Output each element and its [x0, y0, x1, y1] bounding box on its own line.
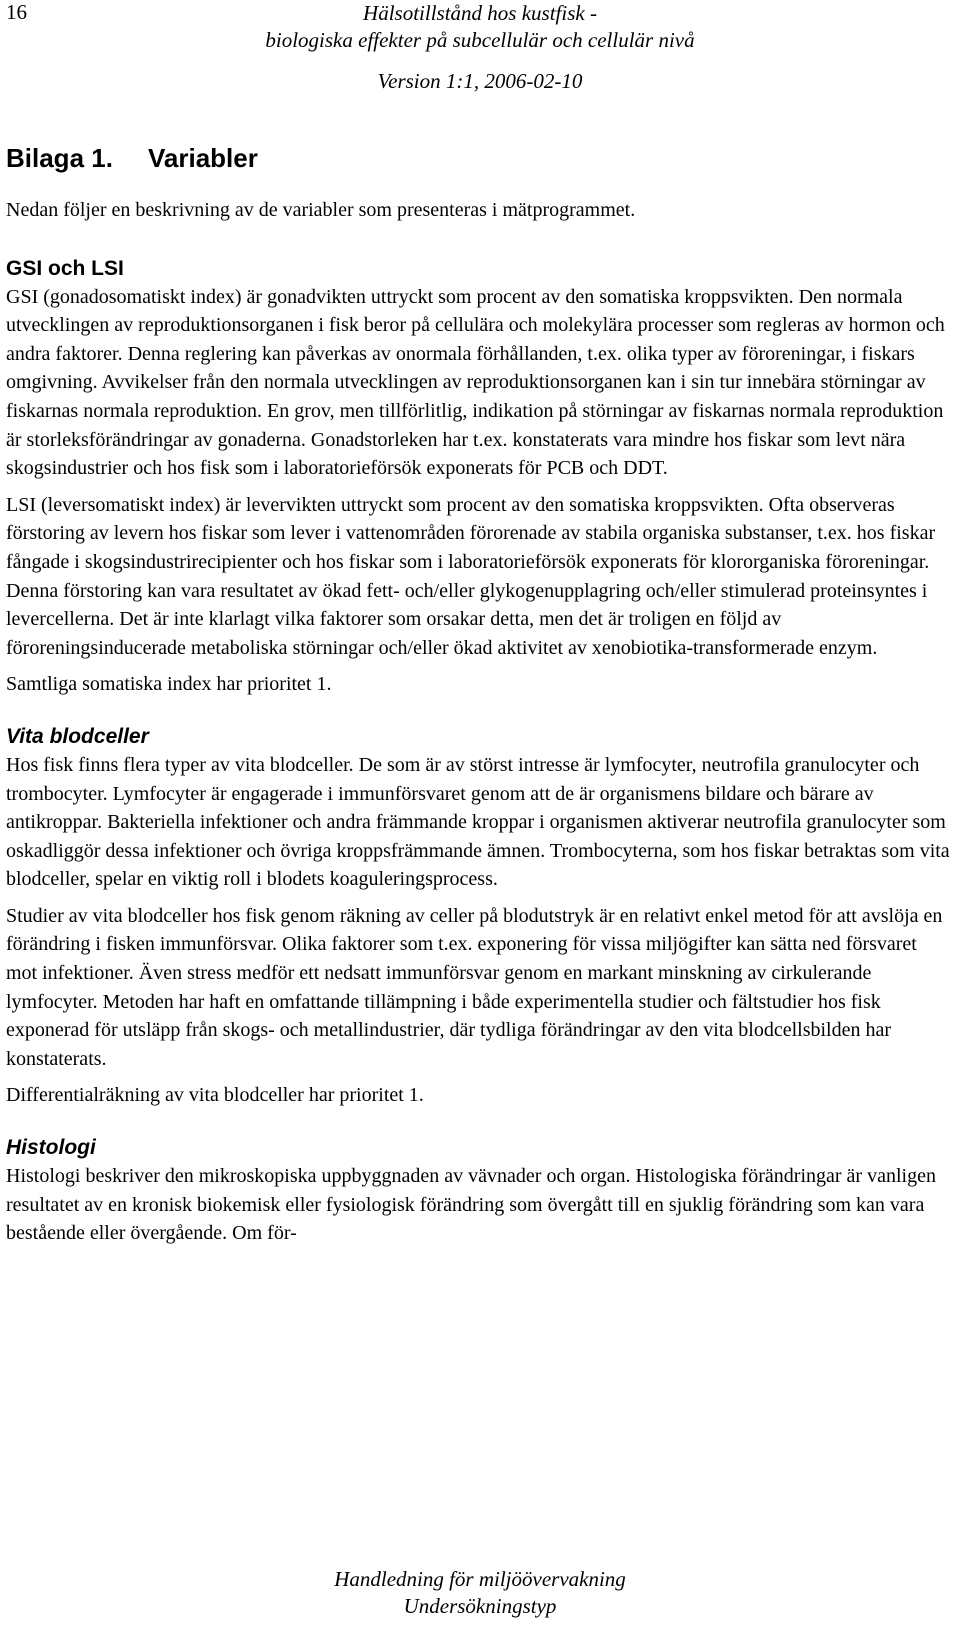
footer-line2: Undersökningstyp [403, 1594, 557, 1618]
page-content [6, 142, 952, 1248]
appendix-heading [6, 142, 952, 174]
section-title-vita-blodceller: Vita blodceller [6, 724, 149, 748]
section-title-histologi: Histologi [6, 1136, 96, 1160]
histologi-paragraph: Histologi beskriver den mikroskopiska uppbyggnaden av vävnader och organ. Histologiska förändringar är vanligen resultatet av en kronisk biokemisk eller fysiologisk förändring som övergått till en sjuklig förändring som kan vara bestående eller övergående. Om för- [6, 1165, 936, 1245]
header-title-line2: biologiska effekter på subcellulär och cellulär nivå [265, 28, 695, 52]
intro-paragraph: Nedan följer en beskrivning av de variabler som presenteras i mätprogrammet. [6, 199, 636, 221]
appendix-title: Variabler [148, 143, 258, 173]
appendix-number: Bilaga 1. [6, 143, 113, 173]
header-title-line1: Hälsotillstånd hos kustfisk - [363, 1, 597, 25]
gsi-paragraph: GSI (gonadosomatiskt index) är gonadvikten uttryckt som procent av den somatiska kroppsvikten. Den normala utvecklingen av reproduktionsorganen i fisk beror på cellulära och molekylära processer som regleras av hormon och andra faktorer. Denna reglering kan påverkas av onormala förhållanden, t.ex. olika typer av föroreningar, i fiskars omgivning. Avvikelser från den normala utvecklingen av reproduktionsorganen kan i sin tur innebära störningar av fiskarnas normala reproduktion. En grov, men tillförlitlig, indikation på störningar av fiskarnas normala reproduktion är storleksförändringar av gonaderna. Gonadstorleken har t.ex. konstaterats vara mindre hos fiskar som levt nära skogsindustrier och hos fisk som i laboratorieförsök exponerats för PCB och DDT. [6, 285, 945, 480]
section-title-gsi-lsi: GSI och LSI [6, 256, 124, 280]
blodceller-paragraph-2: Studier av vita blodceller hos fisk genom räkning av celler på blodutstryk är en relativt enkel metod för att avslöja en förändring i fisken immunförsvar. Olika faktorer som t.ex. exponering för vissa miljögifter kan sätta ned försvaret mot infektioner. Även stress medför ett nedsatt immunförsvar genom en markant minskning av cirkulerande lymfocyter. Metoden har haft en omfattande tillämpning i både experimentella studier och fältstudier hos fisk exponerad för utsläpp från skogs- och metallindustrier, där tydliga förändringar av den vita blodcellsbilden har konstaterats. [6, 904, 943, 1070]
header-version: Version 1:1, 2006-02-10 [377, 69, 583, 93]
running-footer [200, 1566, 760, 1620]
footer-line1: Handledning för miljöövervakning [334, 1567, 626, 1591]
somatic-priority-paragraph: Samtliga somatiska index har prioritet 1. [6, 673, 332, 696]
blodceller-priority-paragraph: Differentialräkning av vita blodceller har prioritet 1. [6, 1084, 424, 1107]
lsi-paragraph: LSI (leversomatiskt index) är levervikten uttryckt som procent av den somatiska kroppsvikten. Ofta observeras förstoring av levern hos fiskar som lever i vattenområden förorenade av stabila organiska substanser, t.ex. hos fiskar fångade i skogsindustrirecipienter och hos fiskar som i laboratorieförsök exponerats för klororganiska föroreningar. Denna förstoring kan vara resultatet av ökad fett- och/eller glykogenupplagring och/eller stimulerad proteinsyntes i levercellerna. Det är inte klarlagt vilka faktorer som orsakar detta, men det är troligen en följd av föroreningsinducerade metaboliska störningar och/eller ökad aktivitet av xenobiotika-transformerade enzym. [6, 493, 936, 659]
running-header [200, 0, 760, 95]
page-number: 16 [6, 0, 27, 24]
blodceller-paragraph-1: Hos fisk finns flera typer av vita blodceller. De som är av störst intresse är lymfocyter, neutrofila granulocyter och trombocyter. Lymfocyter är engagerade i immunförsvaret genom att de är organismens bildare och bärare av antikroppar. Bakteriella infektioner och andra främmande kroppar i organismen aktiverar neutrofila granulocyter som oskadliggör dessa infektioner och övriga kroppsfrämmande ämnen. Trombocyterna, som hos fiskar betraktas som vita blodceller, spelar en viktig roll i blodets koaguleringsprocess. [6, 753, 950, 891]
